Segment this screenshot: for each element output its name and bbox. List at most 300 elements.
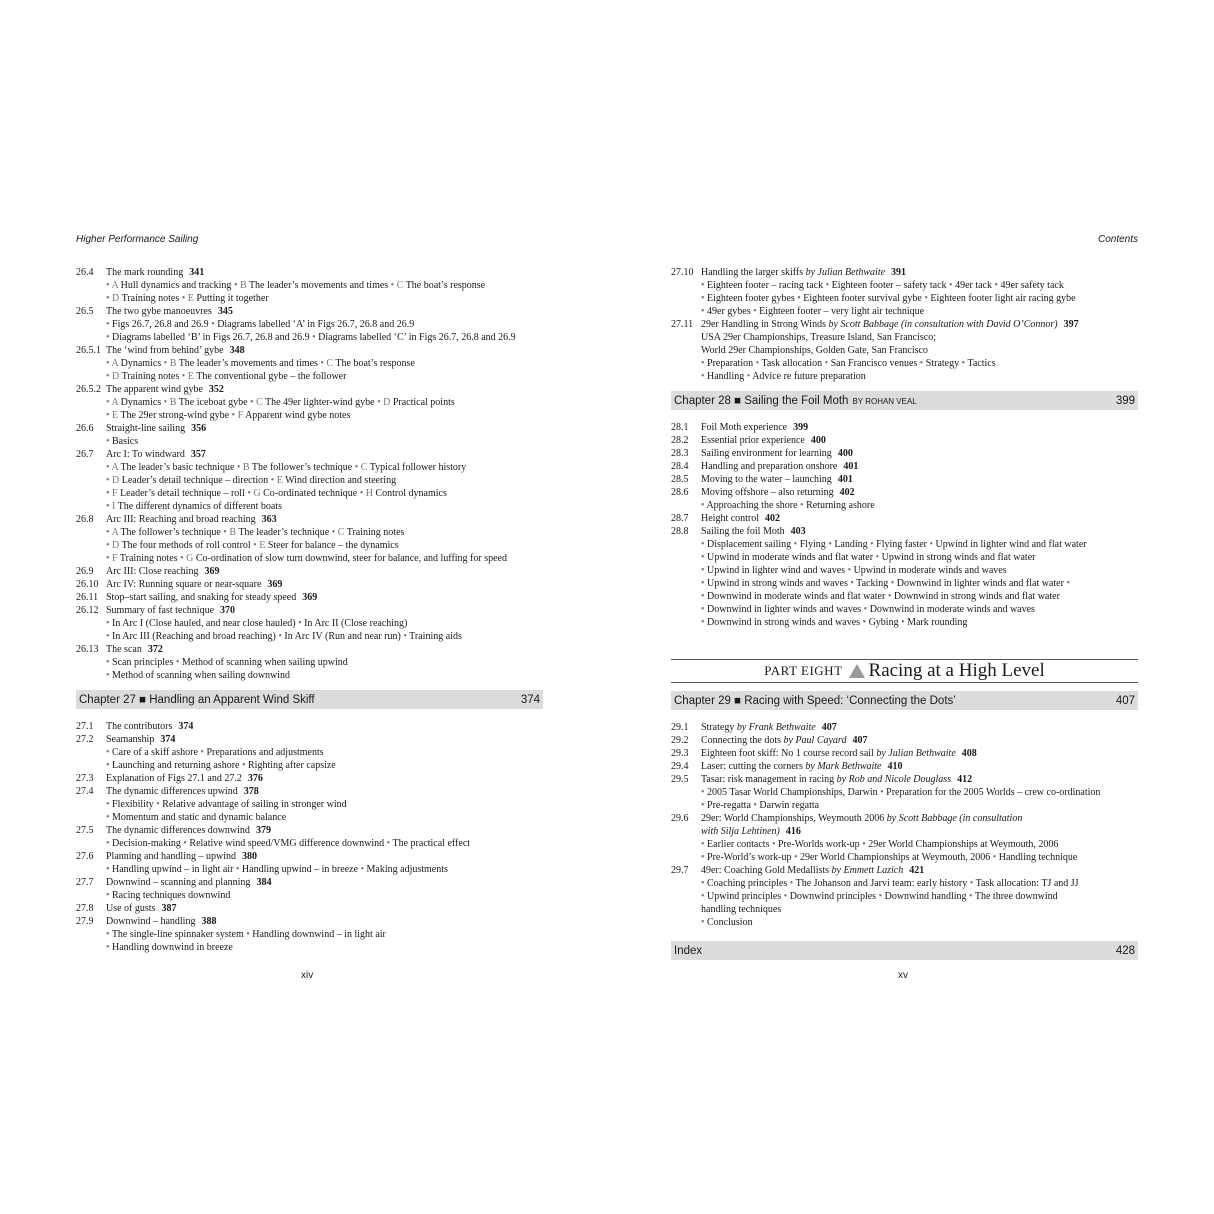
text: Control dynamics — [375, 488, 447, 499]
text: The follower’s technique — [251, 462, 355, 473]
bullet-icon: • — [924, 293, 931, 304]
subtopics — [106, 526, 543, 539]
text: Eighteen footer light air racing gybe — [930, 293, 1076, 304]
toc-entry — [671, 734, 1138, 747]
bullet-icon: • — [969, 878, 976, 889]
bullet-icon: • — [106, 501, 113, 512]
section-number: 27.3 — [76, 773, 94, 784]
section-title — [701, 512, 1138, 525]
section-title — [106, 604, 543, 617]
section-number: 27.4 — [76, 786, 94, 797]
text: Approaching the shore — [706, 500, 801, 511]
text: F — [237, 410, 246, 421]
text: Upwind in lighter wind and waves — [707, 565, 848, 576]
bullet-icon: • — [241, 760, 248, 771]
toc-entry — [76, 565, 543, 578]
text: Handling and preparation onshore — [701, 461, 838, 472]
bullet-icon: • — [1066, 578, 1070, 589]
bullet-icon: • — [949, 280, 956, 291]
bullet-icon: • — [106, 319, 113, 330]
bullet-icon: • — [359, 488, 366, 499]
bullet-icon: • — [246, 929, 253, 940]
text: Arc I: To windward — [106, 449, 185, 460]
section-title — [701, 318, 1138, 331]
subtopics — [701, 357, 1138, 370]
text: E — [276, 475, 286, 486]
subtopics — [106, 630, 543, 643]
section-number: 28.3 — [671, 448, 689, 459]
subtopics — [106, 500, 543, 513]
text: Foil Moth experience — [701, 422, 788, 433]
bullet-icon: • — [247, 488, 254, 499]
text: Explanation of Figs 27.1 and 27.2 — [106, 773, 242, 784]
section-title — [106, 733, 543, 746]
subtopics — [106, 941, 543, 954]
text: Task allocation: TJ and JJ — [975, 878, 1079, 889]
text: Dynamics — [120, 397, 164, 408]
toc-entry — [76, 591, 543, 604]
section-number: 27.5 — [76, 825, 94, 836]
bullet-icon: • — [863, 604, 870, 615]
text: Eighteen footer – racing tack — [707, 280, 826, 291]
section-number: 28.4 — [671, 461, 689, 472]
text: Apparent wind gybe notes — [245, 410, 351, 421]
section-number: 26.5.2 — [76, 384, 101, 395]
bullet-icon: • — [880, 787, 887, 798]
text: handling techniques — [701, 904, 782, 915]
left-page — [76, 230, 543, 954]
section-title — [701, 721, 1138, 734]
bullet-icon: • — [875, 552, 882, 563]
text: The follower’s technique — [120, 527, 224, 538]
text: C — [326, 358, 336, 369]
text: Co-ordination of slow turn downwind, steer for balance, and luffing for speed — [195, 553, 507, 564]
subtopics — [106, 357, 543, 370]
section-title — [106, 850, 543, 863]
text: Handling downwind in breeze — [112, 942, 233, 953]
bullet-icon: • — [862, 617, 869, 628]
bullet-icon: • — [862, 839, 869, 850]
page-ref: 410 — [887, 761, 903, 772]
text: B — [229, 527, 239, 538]
text: The leader’s movements and times — [178, 358, 321, 369]
page-ref: 348 — [229, 345, 245, 356]
chapter-heading — [671, 391, 1138, 410]
section-number: 29.6 — [671, 813, 689, 824]
bullet-icon: • — [106, 397, 112, 408]
text: Putting it together — [196, 293, 269, 304]
triangle-icon — [849, 664, 865, 678]
subtopics — [106, 396, 543, 409]
text: Handling — [707, 371, 747, 382]
text: The two gybe manoeuvres — [106, 306, 212, 317]
toc-entry — [671, 318, 1138, 383]
bullet-icon: • — [106, 358, 112, 369]
bullet-icon: • — [824, 358, 831, 369]
text: B — [169, 397, 179, 408]
bullet-icon: • — [390, 280, 397, 291]
bullet-icon: • — [181, 293, 188, 304]
bullet-icon: • — [753, 306, 760, 317]
section-title — [106, 383, 543, 396]
subtopics — [701, 564, 1138, 577]
text: Stop–start sailing, and snaking for steady speed — [106, 592, 297, 603]
text: 29er World Championships at Weymouth, 2006 — [800, 852, 993, 863]
text: Eighteen foot skiff: No 1 course record sail — [701, 748, 877, 759]
page-ref: 380 — [242, 851, 257, 862]
author: by Scott Babbage (in consultation with David O’Connor) — [828, 319, 1058, 330]
text: Gybing — [868, 617, 902, 628]
chapter-page: 399 — [1115, 394, 1135, 407]
text: Flying — [799, 539, 829, 550]
toc-entry — [671, 460, 1138, 473]
section-title — [106, 591, 543, 604]
index-label: Index — [674, 944, 703, 957]
subtopics — [106, 331, 543, 344]
subtopics — [701, 577, 1138, 590]
text: Upwind in strong winds and flat water — [881, 552, 1036, 563]
toc-entry — [671, 760, 1138, 773]
text: D — [112, 293, 122, 304]
text: A — [111, 358, 121, 369]
text: Flying faster — [876, 539, 930, 550]
text: Preparation — [707, 358, 756, 369]
text: The leader’s technique — [238, 527, 332, 538]
bullet-icon: • — [106, 280, 112, 291]
subtopics — [701, 551, 1138, 564]
text: 29er: World Championships, Weymouth 2006 — [701, 813, 887, 824]
subtopics — [106, 409, 543, 422]
text: Decision-making — [112, 838, 184, 849]
section-number: 28.6 — [671, 487, 689, 498]
text: Dynamics — [120, 358, 164, 369]
text: Downwind in lighter winds and waves — [707, 604, 864, 615]
toc-list — [76, 266, 543, 682]
section-title — [106, 876, 543, 889]
bullet-icon: • — [200, 747, 207, 758]
section-number: 28.7 — [671, 513, 689, 524]
text: Handling downwind – in light air — [252, 929, 386, 940]
subtopics — [106, 292, 543, 305]
bullet-icon: • — [701, 839, 708, 850]
section-number: 26.5.1 — [76, 345, 101, 356]
text: The single-line spinnaker system — [111, 929, 247, 940]
text: San Francisco venues — [830, 358, 920, 369]
section-number: 26.9 — [76, 566, 94, 577]
page-ref: 400 — [837, 448, 853, 459]
page-ref: 370 — [220, 605, 236, 616]
bullet-icon: • — [701, 306, 708, 317]
page-ref: 401 — [837, 474, 853, 485]
part-heading — [671, 659, 1138, 683]
subtopics — [106, 837, 543, 850]
author: by Julian Bethwaite — [805, 267, 886, 278]
toc-entry — [671, 473, 1138, 486]
text: Mark rounding — [907, 617, 968, 628]
chapter-title: Chapter 28 ■ Sailing the Foil Moth — [674, 394, 849, 407]
section-number: 26.12 — [76, 605, 99, 616]
bullet-icon: • — [331, 527, 338, 538]
section-title — [106, 902, 543, 915]
text: Downwind in moderate winds and flat water — [707, 591, 888, 602]
section-number: 29.7 — [671, 865, 689, 876]
bullet-icon: • — [701, 591, 708, 602]
page-ref: 387 — [161, 903, 177, 914]
section-title — [106, 305, 543, 318]
text: Care of a skiff ashore — [112, 747, 201, 758]
text: Darwin regatta — [759, 800, 820, 811]
toc-entry — [76, 344, 543, 383]
page-ref: 400 — [810, 435, 826, 446]
section-number: 27.9 — [76, 916, 94, 927]
page-ref: 369 — [302, 592, 318, 603]
text: Handling upwind – in light air — [112, 864, 236, 875]
bullet-icon: • — [701, 539, 708, 550]
text: E — [187, 371, 197, 382]
text: Training aids — [409, 631, 462, 642]
section-title — [106, 772, 543, 785]
toc-list — [671, 721, 1138, 929]
text: Use of gusts — [106, 903, 156, 914]
text: C — [396, 280, 406, 291]
toc-entry — [671, 447, 1138, 460]
bullet-icon: • — [106, 293, 113, 304]
toc-entry — [76, 876, 543, 902]
toc-entry — [76, 850, 543, 876]
text: Height control — [701, 513, 760, 524]
part-label: PART EIGHT — [764, 663, 843, 678]
bullet-icon: • — [106, 371, 113, 382]
text: Tactics — [967, 358, 996, 369]
text: Displacement sailing — [707, 539, 794, 550]
chapter-page: 374 — [520, 693, 540, 706]
text: 49er gybes — [707, 306, 754, 317]
section-title — [106, 915, 543, 928]
subtopics — [106, 474, 543, 487]
text: Diagrams labelled ‘B’ in Figs 26.7, 26.8 and 26.9 — [112, 332, 313, 343]
text: Righting after capsize — [248, 760, 336, 771]
toc-entry — [671, 812, 1138, 864]
bullet-icon: • — [320, 358, 327, 369]
text: Leader’s detail technique – roll — [120, 488, 248, 499]
bullet-icon: • — [901, 617, 908, 628]
toc-entry — [671, 721, 1138, 734]
page-number: xv — [898, 970, 908, 981]
text: Tacking — [856, 578, 891, 589]
bullet-icon: • — [890, 578, 897, 589]
subtopics — [106, 656, 543, 669]
text: Handling the larger skiffs — [701, 267, 806, 278]
bullet-icon: • — [106, 929, 112, 940]
subtopics — [701, 590, 1138, 603]
bullet-icon: • — [992, 852, 999, 863]
section-number: 27.2 — [76, 734, 94, 745]
text: Upwind principles — [707, 891, 784, 902]
text: C — [256, 397, 266, 408]
text: The leader’s basic technique — [120, 462, 237, 473]
section-title — [701, 760, 1138, 773]
text: Co-ordinated technique — [263, 488, 360, 499]
text: Launching and returning ashore — [112, 760, 242, 771]
text: Pre-World’s work-up — [707, 852, 794, 863]
text: Sailing environment for learning — [701, 448, 832, 459]
text: D — [112, 540, 122, 551]
section-number: 28.8 — [671, 526, 689, 537]
text: Downwind – scanning and planning — [106, 877, 251, 888]
bullet-icon: • — [106, 864, 113, 875]
page-ref: 356 — [191, 423, 207, 434]
text: Downwind in strong winds and waves — [707, 617, 863, 628]
bullet-icon: • — [106, 410, 113, 421]
subtopics — [106, 759, 543, 772]
bullet-icon: • — [701, 552, 708, 563]
chapter-page: 407 — [1115, 694, 1135, 707]
text: Downwind in lighter winds and flat water — [896, 578, 1067, 589]
text: Relative advantage of sailing in stronger wind — [162, 799, 347, 810]
text: The practical effect — [392, 838, 471, 849]
text: The contributors — [106, 721, 173, 732]
text: Pre-regatta — [707, 800, 754, 811]
author: by Mark Bethwaite — [805, 761, 882, 772]
bullet-icon: • — [701, 604, 708, 615]
bullet-icon: • — [183, 838, 190, 849]
text: Essential prior experience — [701, 435, 805, 446]
subtopics — [106, 370, 543, 383]
page-ref: 379 — [255, 825, 271, 836]
text: World 29er Championships, Golden Gate, San Francisco — [701, 345, 928, 356]
bullet-icon: • — [106, 553, 113, 564]
text: A — [111, 397, 121, 408]
running-head: Contents — [1097, 234, 1138, 245]
bullet-icon: • — [825, 280, 832, 291]
text: Training notes — [346, 527, 405, 538]
text: The 29er strong-wind gybe — [120, 410, 232, 421]
bullet-icon: • — [223, 527, 230, 538]
subtopics — [701, 903, 1138, 916]
author: by Emmett Lazich — [831, 865, 904, 876]
text: Arc III: Reaching and broad reaching — [106, 514, 256, 525]
page-ref: 412 — [957, 774, 973, 785]
bullet-icon: • — [701, 500, 707, 511]
page-ref: 421 — [909, 865, 925, 876]
text: E — [259, 540, 268, 551]
text: Upwind in moderate winds and flat water — [707, 552, 876, 563]
bullet-icon: • — [233, 280, 240, 291]
chapter-heading — [76, 690, 543, 709]
section-title — [106, 578, 543, 591]
page-ref: 363 — [261, 514, 277, 525]
section-title — [106, 643, 543, 656]
author: by Rob and Nicole Douglass — [836, 774, 952, 785]
subtopics — [106, 539, 543, 552]
part-title: Racing at a High Level — [868, 660, 1045, 681]
bullet-icon: • — [746, 371, 753, 382]
text: D — [112, 371, 122, 382]
text: Downwind handling — [884, 891, 970, 902]
text: 2005 Tasar World Championships, Darwin — [707, 787, 881, 798]
text: Relative wind speed/VMG difference downwind — [189, 838, 387, 849]
text: B — [242, 462, 252, 473]
chapter-title: Chapter 27 ■ Handling an Apparent Wind Skiff — [79, 693, 315, 706]
text: In Arc III (Reaching and broad reaching) — [112, 631, 279, 642]
index-page: 428 — [1115, 944, 1135, 957]
toc-entry — [671, 421, 1138, 434]
toc-entry — [76, 604, 543, 643]
text: The three downwind — [974, 891, 1058, 902]
subtopics — [106, 318, 543, 331]
subtopics — [106, 889, 543, 902]
bullet-icon: • — [701, 578, 708, 589]
section-number: 29.1 — [671, 722, 689, 733]
text: The dynamic differences upwind — [106, 786, 238, 797]
text: The boat’s response — [405, 280, 486, 291]
text: Returning ashore — [806, 500, 875, 511]
toc-entry — [76, 383, 543, 422]
toc-entry — [76, 513, 543, 565]
page-ref: 408 — [961, 748, 977, 759]
index-heading — [671, 941, 1138, 960]
text: Upwind in moderate winds and waves — [853, 565, 1007, 576]
bullet-icon: • — [961, 358, 968, 369]
section-number: 29.5 — [671, 774, 689, 785]
running-head: Higher Performance Sailing — [76, 234, 199, 245]
text: Arc III: Close reaching — [106, 566, 199, 577]
text: Diagrams labelled ‘C’ in Figs 26.7, 26.8 and 26.9 — [318, 332, 516, 343]
text: C — [337, 527, 347, 538]
text: Handling upwind – in breeze — [241, 864, 361, 875]
toc-entry — [76, 733, 543, 772]
page-ref: 357 — [190, 449, 206, 460]
section-number: 27.11 — [671, 319, 694, 330]
text: Eighteen footer – very light air technique — [759, 306, 925, 317]
text: Scan principles — [112, 657, 176, 668]
bullet-icon: • — [312, 332, 319, 343]
text: Hull dynamics and tracking — [120, 280, 234, 291]
page-ref: 402 — [765, 513, 781, 524]
section-number: 26.5 — [76, 306, 94, 317]
text: USA 29er Championships, Treasure Island, San Francisco; — [701, 332, 936, 343]
page-ref: 376 — [247, 773, 263, 784]
bullet-icon: • — [701, 565, 708, 576]
subtopics — [106, 669, 543, 682]
page-ref: 345 — [217, 306, 233, 317]
text: The dynamic differences downwind — [106, 825, 250, 836]
toc-entry — [76, 305, 543, 344]
section-title — [701, 864, 1138, 877]
section-number: 26.4 — [76, 267, 94, 278]
bullet-icon: • — [236, 462, 243, 473]
bullet-icon: • — [850, 578, 857, 589]
bullet-icon: • — [701, 787, 708, 798]
text: Coaching principles — [707, 878, 790, 889]
text: Task allocation — [761, 358, 825, 369]
toc-entry — [671, 864, 1138, 929]
text: Laser: cutting the corners — [701, 761, 806, 772]
text: 49er safety tack — [1000, 280, 1064, 291]
bullet-icon: • — [793, 852, 800, 863]
toc-entry — [76, 772, 543, 785]
toc-entry — [76, 448, 543, 513]
page-ref: 416 — [785, 826, 801, 837]
section-number: 26.10 — [76, 579, 99, 590]
subtopics — [106, 798, 543, 811]
text: Making adjustments — [366, 864, 448, 875]
section-number: 26.11 — [76, 592, 99, 603]
toc-entry — [76, 643, 543, 682]
section-number: 28.2 — [671, 435, 689, 446]
section-title — [106, 720, 543, 733]
subtopics — [701, 890, 1138, 903]
